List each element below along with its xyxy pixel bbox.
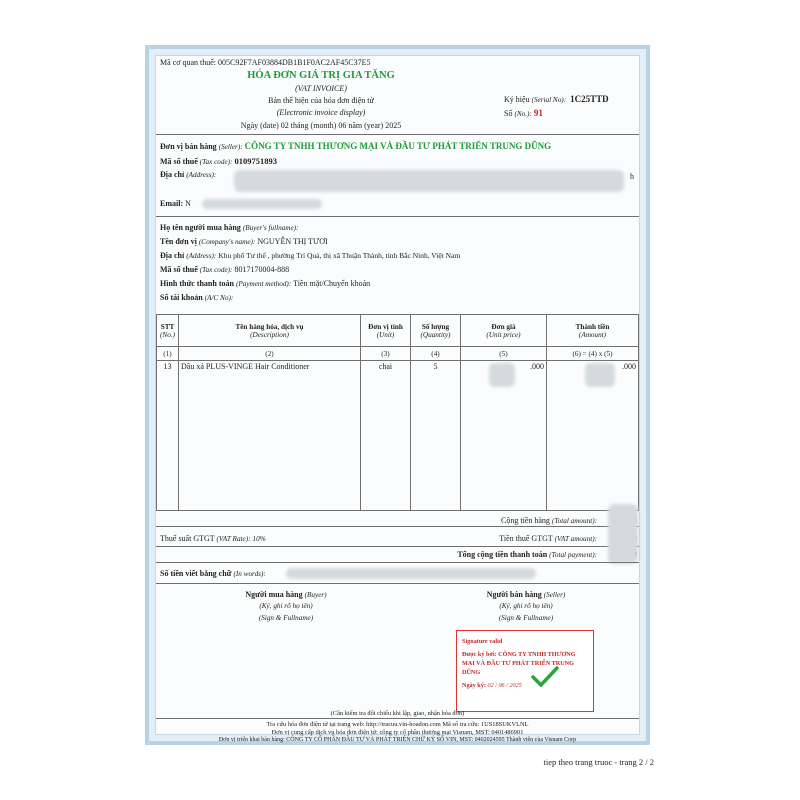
buyer-sign-vn: (Ký, ghi rõ họ tên) [259,602,313,610]
page-note: tiep theo trang truoc - trang 2 / 2 [543,757,654,767]
seller-tax-code: Mã số thuế (Tax code): 0109751893 [160,156,277,166]
invoice-subtitle: Bản thể hiện của hóa đơn điện tử [268,96,374,105]
header-unit: Đơn vị tính (Unit) [361,315,411,347]
redacted-email [202,199,322,209]
vat-rate: Thuế suất GTGT (VAT Rate): 10% [160,534,266,543]
vat-amount-label: Tiền thuế GTGT (VAT amount): [499,534,597,543]
seller-email: Email: N [160,199,191,208]
serial-number: Ký hiệu (Serial No): 1C25TTD [504,94,609,104]
invoice-page [145,45,650,745]
buyer-company: Tên đơn vị (Company's name): NGUYỄN THỊ TƯƠI [160,237,328,246]
redacted-words [286,568,536,579]
payment-method: Hình thức thanh toán (Payment method): Tiền mặt/Chuyển khoản [160,279,371,288]
signature-signer: Được ký bởi: CÔNG TY TNHH THƯƠNG MẠI VÀ ĐẦU TƯ PHÁT TRIỂN TRUNG DŨNG [462,651,576,676]
seller-sign-en: (Sign & Fullname) [498,614,554,622]
buyer-tax-code: Mã số thuế (Tax code): 8017170004-888 [160,265,290,274]
digital-signature-box [456,630,594,712]
check-note: (Cần kiểm tra đối chiếu khi lập, giao, nhận hóa đơn) [330,710,465,717]
invoice-body [155,55,640,743]
subtotal-label: Cộng tiền hàng (Total amount): [501,516,597,525]
column-number-row: (1) (2) (3) (4) (5) (6) = (4) x (5) [157,347,639,361]
invoice-number: Số (No.): 91 [504,108,543,118]
account-number: Số tài khoản (A/C No): [160,293,234,302]
invoice-title: HÓA ĐƠN GIÁ TRỊ GIA TĂNG [247,70,395,81]
seller-address: Địa chỉ (Address): [160,170,217,179]
header-stt: STT (No.) [157,315,179,347]
header-quantity: Số lượng (Quantity) [411,315,461,347]
items-table [156,314,639,511]
header-unit-price: Đơn giá (Unit price) [461,315,547,347]
signature-valid-text: Signature valid [462,638,503,645]
invoice-date: Ngày (date) 02 tháng (month) 06 năm (year) 2025 [240,121,402,130]
table-header-row [157,315,639,347]
checkmark-icon [531,665,559,689]
seller-address-tail: h [630,172,634,181]
seller-name: Đơn vị bán hàng (Seller): CÔNG TY TNHH THƯƠNG MẠI VÀ ĐẦU TƯ PHÁT TRIỂN TRUNG DŨNG [160,141,552,151]
signature-date: Ngày ký: 02 / 06 / 2025 [462,682,522,689]
buyer-signature-title: Người mua hàng (Buyer) [245,590,327,599]
lookup-info: Tra cứu hóa đơn điện tử tại trang web: http://tracuu.vin-hoadon.com Mã số tra cứu: 1US18SUKVLNL [266,721,529,728]
deployer-info: Đơn vị triển khai bán hàng: CÔNG TY CỔ PHẦN ĐẦU TƯ VÀ PHÁT TRIỂN CHỮ KÝ SỐ VIN, MST: 0402024595 Thành viên của Visnam Corp [218,737,577,743]
invoice-subtitle-en: (Electronic invoice display) [276,108,366,117]
header-amount: Thành tiền (Amount) [547,315,639,347]
tax-authority-code: Mã cơ quan thuế: 005C92F7AF03884DB1B1F0AC2AF45C37E5 [160,58,371,67]
header-description: Tên hàng hóa, dịch vụ (Description) [179,315,361,347]
seller-signature-title: Người bán hàng (Seller) [486,590,566,599]
provider-info: Đơn vị cung cấp dịch vụ hóa đơn điện tử: công ty cổ phần thương mại Visnam, MST: 0401486901 [271,729,524,736]
table-row: 13 Dầu xả PLUS-VINGE Hair Conditioner chai 5 .000 .000 [157,361,639,511]
redacted-address [234,170,624,192]
buyer-sign-en: (Sign & Fullname) [258,614,314,622]
total-payment-label: Tổng cộng tiền thanh toán (Total payment): [457,550,597,559]
invoice-title-en: (VAT INVOICE) [295,84,347,93]
buyer-name: Họ tên người mua hàng (Buyer's fullname): [160,223,299,232]
amount-in-words: Số tiền viết bằng chữ (In words): [160,569,266,578]
seller-sign-vn: (Ký, ghi rõ họ tên) [499,602,553,610]
redacted-totals [608,504,638,564]
buyer-address: Địa chỉ (Address): Khu phố Tư thế , phường Trí Quả, thị xã Thuận Thành, tỉnh Bắc Ninh, Việt Nam [160,251,461,260]
